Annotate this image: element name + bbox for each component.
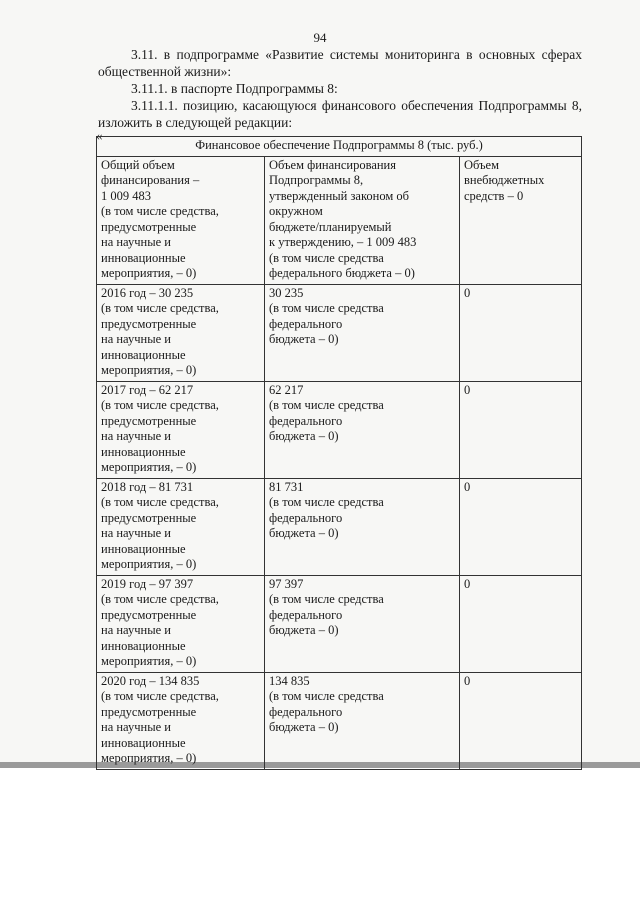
table-row-2017 [97,381,582,478]
year-budget-cell [265,284,460,381]
cell-line: мероприятия, – 0) [101,363,197,377]
cell-line: 134 835 [269,673,310,688]
cell-line: бюджета – 0) [269,332,339,346]
cell-line: 30 235 [269,285,304,300]
total-financing-cell [97,156,265,284]
paragraph-passport: 3.11.1. в паспорте Подпрограммы 8: [131,81,338,96]
cell-line: федерального [269,413,343,428]
cell-line: мероприятия, – 0) [101,557,197,571]
table-header-row [97,156,582,284]
year-budget-cell [265,575,460,672]
cell-line: предусмотренные [101,413,197,428]
cell-line: внебюджетных [464,173,545,187]
year-extrabudgetary-cell: 0 [460,381,582,478]
cell-line: Общий объем [101,157,175,172]
cell-line: финансирования – [101,173,200,187]
year-extrabudgetary-cell: 0 [460,284,582,381]
cell-line: (в том числе средства [269,592,384,606]
cell-line: инновационные [101,250,186,265]
paragraph-position: 3.11.1.1. позицию, касающуюся финансового обеспечения Подпрограммы 8, изложить в следующей редакции: [98,98,582,130]
year-total-cell [97,575,265,672]
year-total-cell [97,381,265,478]
cell-line: (в том числе средства [269,301,384,315]
paragraph-subprogram: 3.11. в подпрограмме «Развитие системы мониторинга в основных сферах общественной жизни»: [98,47,582,79]
cell-line: предусмотренные [101,510,197,525]
cell-line: бюджета – 0) [269,429,339,443]
year-total-cell [97,672,265,769]
cell-line: (в том числе средства [269,398,384,412]
cell-line: на научные и [101,235,171,249]
financing-table [96,136,582,770]
cell-line: предусмотренные [101,704,197,719]
cell-line: Объем [464,157,499,172]
table-row-2020 [97,672,582,769]
cell-line: 81 731 [269,479,304,494]
cell-line: (в том числе средства, [101,495,219,509]
cell-line: на научные и [101,623,171,637]
table-row-2019 [97,575,582,672]
cell-line: инновационные [101,347,186,362]
cell-line: (в том числе средства [269,495,384,509]
subprogram-financing-cell [265,156,460,284]
cell-line: федерального [269,607,343,622]
cell-line: 2018 год – 81 731 [101,479,194,494]
cell-line: Объем финансирования [269,157,396,172]
cell-line: (в том числе средства, [101,301,219,315]
cell-line: (в том числе средства, [101,689,219,703]
year-total-cell [97,284,265,381]
cell-line: предусмотренные [101,316,197,331]
cell-line: (в том числе средства [269,689,384,703]
cell-line: на научные и [101,332,171,346]
cell-line: мероприятия, – 0) [101,654,197,668]
cell-line: окружном [269,204,323,218]
cell-line: средств – 0 [464,188,524,203]
cell-line: бюджета – 0) [269,720,339,734]
year-extrabudgetary-cell: 0 [460,672,582,769]
table-caption: Финансовое обеспечение Подпрограммы 8 (тыс. руб.) [97,137,582,157]
cell-line: на научные и [101,720,171,734]
year-budget-cell [265,478,460,575]
cell-line: федерального [269,704,343,719]
cell-line: на научные и [101,526,171,540]
cell-line: инновационные [101,638,186,653]
cell-line: (в том числе средства, [101,204,219,218]
cell-line: на научные и [101,429,171,443]
cell-line: мероприятия, – 0) [101,266,197,280]
cell-line: предусмотренные [101,607,197,622]
cell-line: (в том числе средства, [101,592,219,606]
cell-line: мероприятия, – 0) [101,460,197,474]
cell-line: инновационные [101,444,186,459]
cell-line: инновационные [101,541,186,556]
year-extrabudgetary-cell: 0 [460,575,582,672]
cell-line: к утверждению, – 1 009 483 [269,235,417,249]
cell-line: утвержденный законом об [269,188,409,203]
cell-line: федерального [269,316,343,331]
table-row-2016 [97,284,582,381]
cell-line: 2020 год – 134 835 [101,673,200,688]
cell-line: мероприятия, – 0) [101,751,197,765]
cell-line: 62 217 [269,382,304,397]
cell-line: 1 009 483 [101,188,151,203]
cell-line: Подпрограммы 8, [269,173,364,187]
cell-line: (в том числе средства [269,250,384,265]
cell-line: 2016 год – 30 235 [101,285,194,300]
year-total-cell [97,478,265,575]
year-budget-cell [265,672,460,769]
cell-line: федерального бюджета – 0) [269,266,415,280]
cell-line: бюджета – 0) [269,526,339,540]
cell-line: федерального [269,510,343,525]
cell-line: инновационные [101,735,186,750]
cell-line: бюджета – 0) [269,623,339,637]
cell-line: 2019 год – 97 397 [101,576,194,591]
table-row-2018 [97,478,582,575]
cell-line: (в том числе средства, [101,398,219,412]
table-caption-row [97,137,582,157]
extrabudgetary-cell [460,156,582,284]
cell-line: предусмотренные [101,219,197,234]
year-extrabudgetary-cell: 0 [460,478,582,575]
cell-line: 97 397 [269,576,304,591]
year-budget-cell [265,381,460,478]
open-quote: « [96,128,103,143]
cell-line: бюджете/планируемый [269,219,392,234]
cell-line: 2017 год – 62 217 [101,382,194,397]
page-number: 94 [313,30,327,45]
